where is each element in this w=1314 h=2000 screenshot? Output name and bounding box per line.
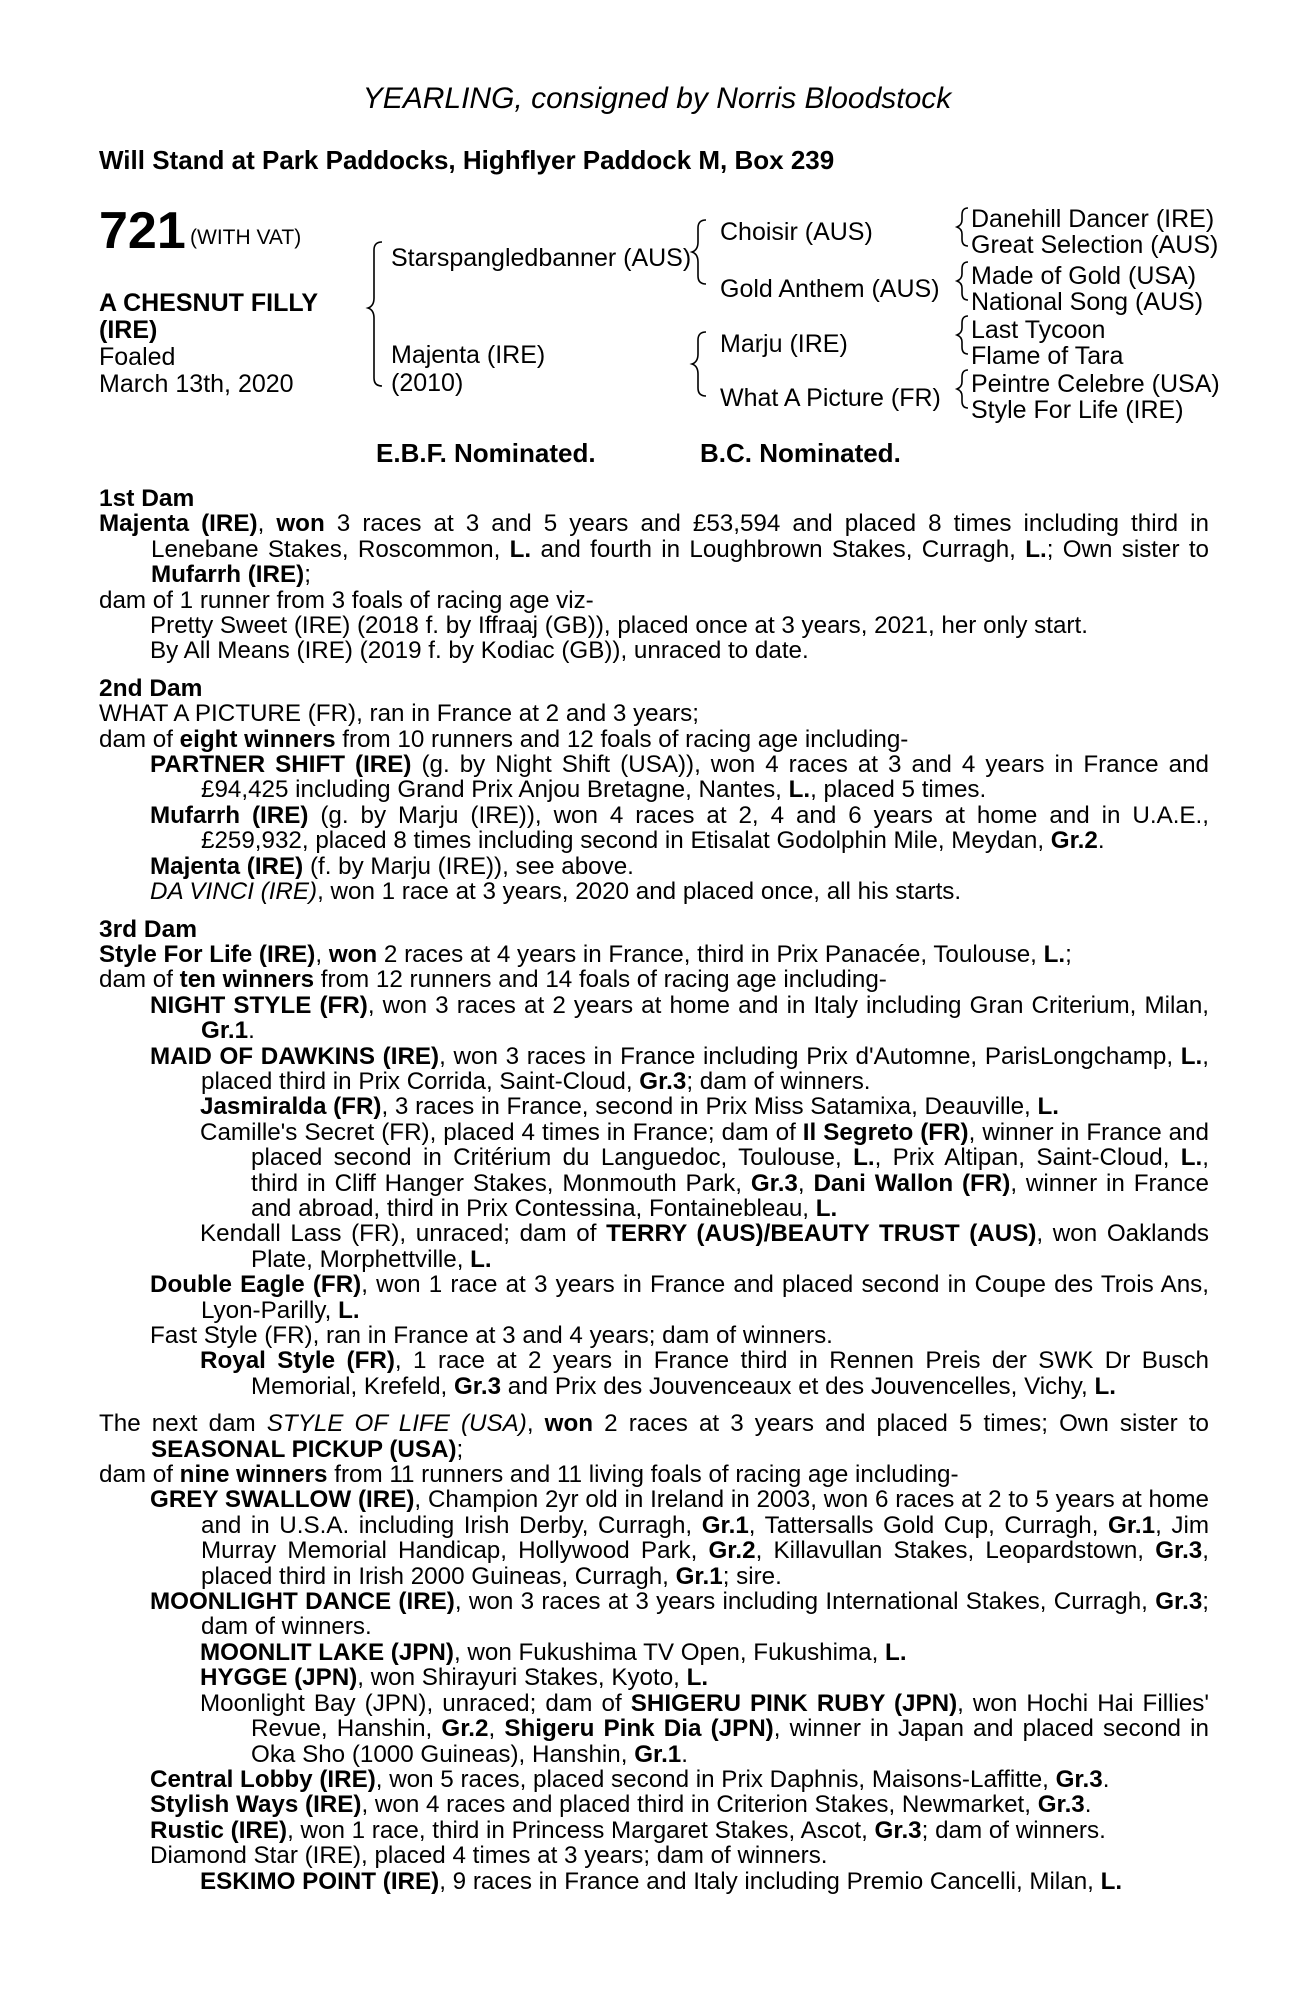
- produce-entry: MOONLIGHT DANCE (IRE), won 3 races at 3 years including International Stakes, Curragh, Gr.3; dam of winners.: [150, 1588, 1210, 1641]
- first-dam-produce-intro: dam of 1 runner from 3 foals of racing age viz-: [99, 586, 594, 614]
- ancestor-g1: Danehill Dancer (IRE): [971, 205, 1215, 233]
- vat-label: (WITH VAT): [190, 226, 302, 249]
- produce-entry: Royal Style (FR), 1 race at 2 years in France third in Rennen Preis der SWK Dr Busch Memorial, Krefeld, Gr.3 and Prix des Jouvenceaux et des Jouvencelles, Vichy, L.: [200, 1347, 1209, 1400]
- third-dam-record: Style For Life (IRE), won 2 races at 4 years in France, third in Prix Panacée, Toulouse, L.;: [99, 940, 1072, 968]
- produce-entry: By All Means (IRE) (2019 f. by Kodiac (GB)), unraced to date.: [150, 637, 809, 665]
- produce-entry: Pretty Sweet (IRE) (2018 f. by Iffraaj (GB)), placed once at 3 years, 2021, her only start.: [150, 612, 1088, 640]
- dam-sire: Marju (IRE): [720, 330, 848, 358]
- foaled-label: Foaled: [99, 343, 176, 371]
- dam-year: (2010): [391, 369, 464, 397]
- produce-entry: ESKIMO POINT (IRE), 9 races in France and Italy including Premio Cancelli, Milan, L.: [200, 1867, 1123, 1895]
- ancestor-g4: National Song (AUS): [971, 288, 1204, 316]
- catalogue-header: YEARLING, consigned by Norris Bloodstock: [362, 82, 952, 115]
- second-dam-record: WHAT A PICTURE (FR), ran in France at 2 and 3 years;: [99, 700, 699, 728]
- lot-number: 721: [99, 202, 186, 260]
- lot-origin: (IRE): [99, 316, 158, 344]
- produce-entry: HYGGE (JPN), won Shirayuri Stakes, Kyoto, L.: [200, 1664, 709, 1692]
- ancestor-g3: Made of Gold (USA): [971, 262, 1197, 290]
- dam-name: Majenta (IRE): [391, 341, 546, 369]
- fourth-dam-record: The next dam STYLE OF LIFE (USA), won 2 races at 3 years and placed 5 times; Own sister to SEASONAL PICKUP (USA);: [99, 1410, 1210, 1463]
- sire-name: Starspangledbanner (AUS): [391, 244, 692, 272]
- produce-entry: Fast Style (FR), ran in France at 3 and 4 years; dam of winners.: [150, 1322, 833, 1349]
- produce-entry: Majenta (IRE) (f. by Marju (IRE)), see above.: [150, 852, 634, 880]
- produce-entry: Kendall Lass (FR), unraced; dam of TERRY (AUS)/BEAUTY TRUST (AUS), won Oaklands Plate, Morphettville, L.: [200, 1220, 1209, 1273]
- produce-entry: MOONLIT LAKE (JPN), won Fukushima TV Open, Fukushima, L.: [200, 1638, 907, 1666]
- ancestor-g6: Flame of Tara: [971, 342, 1124, 370]
- produce-entry: Double Eagle (FR), won 1 race at 3 years in France and placed second in Coupe des Trois Ans, Lyon-Parilly, L.: [150, 1271, 1209, 1324]
- produce-entry: Camille's Secret (FR), placed 4 times in France; dam of Il Segreto (FR), winner in France and placed second in Critérium du Languedoc, Toulouse, L., Prix Altipan, Saint-Cloud, L., third in Cliff Hanger Stakes, Monmouth Park, Gr.3, Dani Wallon (FR), winner in France and abroad, third in Prix Contessina, Fontainebleau, L.: [200, 1118, 1210, 1222]
- lot-description: A CHESNUT FILLY: [99, 289, 318, 317]
- produce-entry: Central Lobby (IRE), won 5 races, placed second in Prix Daphnis, Maisons-Laffitte, Gr.3.: [150, 1765, 1110, 1793]
- dam-dam: What A Picture (FR): [720, 384, 941, 412]
- produce-entry: MAID OF DAWKINS (IRE), won 3 races in France including Prix d'Automne, ParisLongchamp, L., placed third in Prix Corrida, Saint-Cloud, Gr.3; dam of winners.: [150, 1042, 1209, 1095]
- ancestor-g8: Style For Life (IRE): [971, 396, 1184, 424]
- produce-entry: NIGHT STYLE (FR), won 3 races at 2 years at home and in Italy including Gran Criterium, Milan, Gr.1.: [150, 991, 1210, 1045]
- stand-location: Will Stand at Park Paddocks, Highflyer Paddock M, Box 239: [99, 145, 835, 175]
- foaled-date: March 13th, 2020: [99, 370, 294, 398]
- sire-sire: Choisir (AUS): [720, 218, 873, 246]
- ancestor-g5: Last Tycoon: [971, 316, 1106, 344]
- section-heading-1st-dam: 1st Dam: [99, 485, 195, 512]
- second-dam-produce-intro: dam of eight winners from 10 runners and 12 foals of racing age including-: [99, 725, 909, 753]
- produce-entry: Mufarrh (IRE) (g. by Marju (IRE)), won 4 races at 2, 4 and 6 years at home and in U.A.E., £259,932, placed 8 times including second in Etisalat Godolphin Mile, Meydan, Gr.2.: [150, 801, 1209, 855]
- produce-entry: GREY SWALLOW (IRE), Champion 2yr old in Ireland in 2003, won 6 races at 2 to 5 years at home and in U.S.A. including Irish Derby, Curragh, Gr.1, Tattersalls Gold Cup, Curragh, Gr.1, Jim Murray Memorial Handicap, Hollywood Park, Gr.2, Killavullan Stakes, Leopardstown, Gr.3, placed third in Irish 2000 Guineas, Curragh, Gr.1; sire.: [150, 1486, 1209, 1590]
- fourth-dam-produce-intro: dam of nine winners from 11 runners and 11 living foals of racing age including-: [99, 1461, 959, 1489]
- sire-dam: Gold Anthem (AUS): [720, 275, 940, 303]
- produce-entry: Diamond Star (IRE), placed 4 times at 3 years; dam of winners.: [150, 1842, 828, 1870]
- first-dam-record: Majenta (IRE), won 3 races at 3 and 5 years and £53,594 and placed 8 times including third in Lenebane Stakes, Roscommon, L. and fourth in Loughbrown Stakes, Curragh, L.; Own sister to Mufarrh (IRE);: [99, 510, 1209, 589]
- third-dam-produce-intro: dam of ten winners from 12 runners and 14 foals of racing age including-: [99, 966, 887, 994]
- produce-entry: Stylish Ways (IRE), won 4 races and placed third in Criterion Stakes, Newmarket, Gr.3.: [150, 1791, 1092, 1819]
- section-heading-2nd-dam: 2nd Dam: [99, 674, 203, 702]
- ancestor-g2: Great Selection (AUS): [971, 231, 1219, 259]
- produce-entry: PARTNER SHIFT (IRE) (g. by Night Shift (USA)), won 4 races at 3 and 4 years in France and £94,425 including Grand Prix Anjou Bretagne, Nantes, L., placed 5 times.: [150, 751, 1209, 804]
- ebf-nominated: E.B.F. Nominated.: [376, 438, 596, 468]
- produce-entry: DA VINCI (IRE), won 1 race at 3 years, 2020 and placed once, all his starts.: [150, 878, 962, 906]
- produce-entry: Moonlight Bay (JPN), unraced; dam of SHIGERU PINK RUBY (JPN), won Hochi Hai Fillies' Revue, Hanshin, Gr.2, Shigeru Pink Dia (JPN), winner in Japan and placed second in Oka Sho (1000 Guineas), Hanshin, Gr.1.: [200, 1689, 1209, 1768]
- produce-entry: Jasmiralda (FR), 3 races in France, second in Prix Miss Satamixa, Deauville, L.: [200, 1093, 1059, 1121]
- bc-nominated: B.C. Nominated.: [700, 438, 901, 468]
- section-heading-3rd-dam: 3rd Dam: [99, 915, 198, 943]
- ancestor-g7: Peintre Celebre (USA): [971, 370, 1220, 398]
- produce-entry: Rustic (IRE), won 1 race, third in Princess Margaret Stakes, Ascot, Gr.3; dam of winners.: [150, 1816, 1106, 1844]
- catalogue-body: [99, 486, 1209, 1894]
